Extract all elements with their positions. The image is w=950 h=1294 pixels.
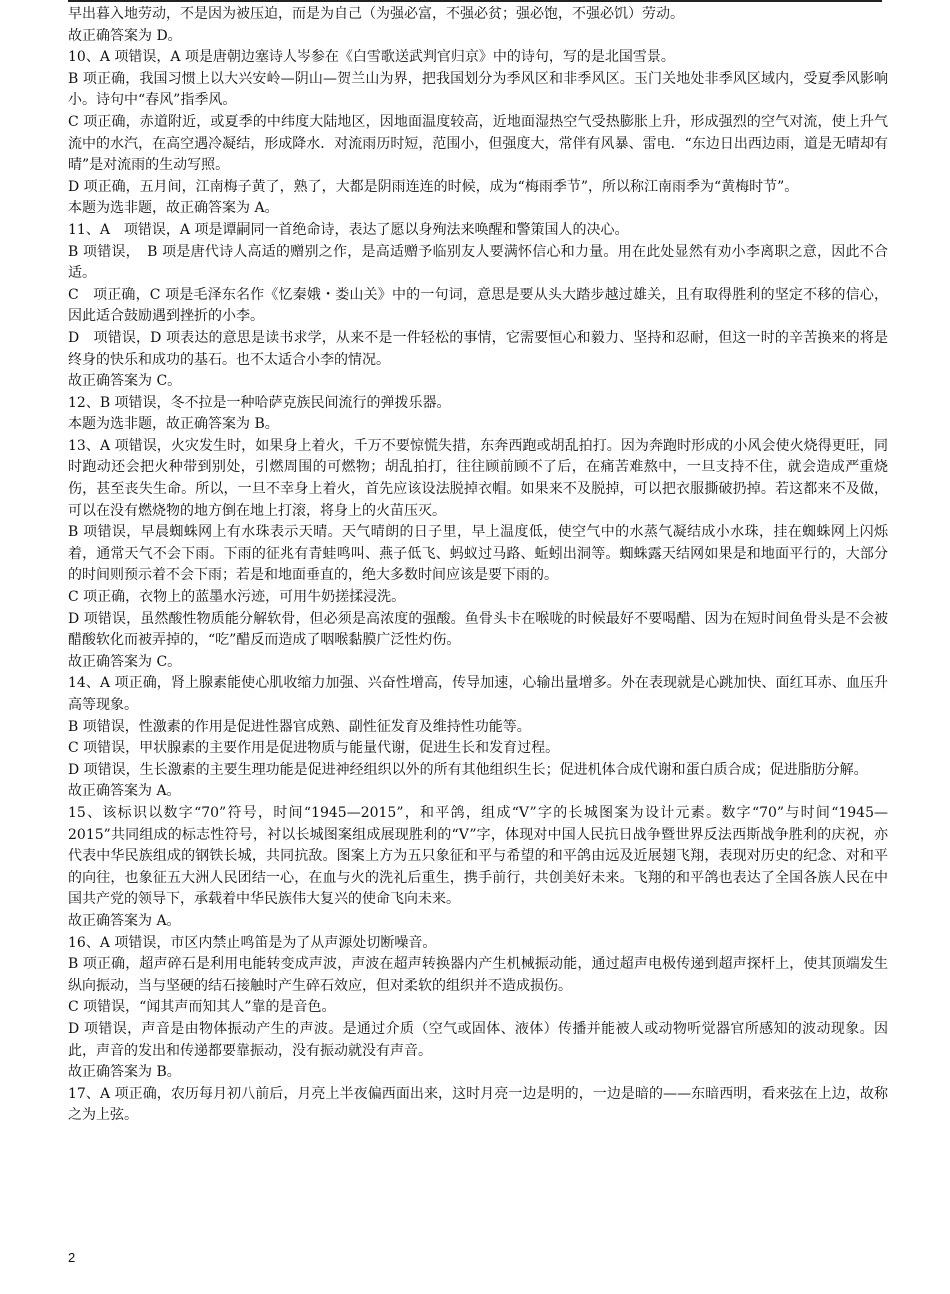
paragraph: B 项错误， B 项是唐代诗人高适的赠别之作，是高适赠予临别友人要满怀信心和力量。用在此处显然有劝小李离职之意，因此不合适。 (68, 243, 888, 282)
paragraph: B 项正确，超声碎石是利用电能转变成声波，声波在超声转换器内产生机械振动能，通过超声电极传递到超声探杆上，使其顶端发生纵向振动，当与坚硬的结石接触时产生碎石效应，但对柔软的组织并不造成损伤。 (68, 956, 888, 994)
answer-line: 故正确答案为 C。 (68, 653, 182, 670)
paragraph: 10、A 项错误，A 项是唐朝边塞诗人岑参在《白雪歌送武判官归京》中的诗句，写的是北国雪景。 (68, 49, 675, 66)
paragraph: D 项错误，声音是由物体振动产生的声波。是通过介质（空气或固体、液体）传播并能被人或动物听觉器官所感知的波动现象。因此，声音的发出和传递都要靠振动，没有振动就没有声音。 (68, 1020, 888, 1059)
paragraph: B 项正确，我国习惯上以大兴安岭—阴山—贺兰山为界，把我国划分为季风区和非季风区。玉门关地处非季风区域内，受夏季风影响小。诗句中“春风”指季风。 (68, 70, 888, 109)
paragraph: C 项正确，C 项是毛泽东名作《忆秦娥・娄山关》中的一句词，意思是要从头大踏步越过雄关，且有取得胜利的坚定不移的信心，因此适合鼓励遇到挫折的小李。 (68, 286, 888, 325)
header-rule (68, 0, 882, 2)
paragraph: C 项错误，甲状腺素的主要作用是促进物质与能量代谢，促进生长和发育过程。 (68, 740, 560, 757)
answer-explanations (68, 4, 888, 1127)
answer-line: 故正确答案为 B。 (68, 1064, 181, 1081)
page-number: 2 (68, 1250, 76, 1265)
paragraph: 14、A 项正确，肾上腺素能使心肌收缩力加强、兴奋性增高，传导加速，心输出量增多。外在表现就是心跳加快、面红耳赤、血压升高等现象。 (68, 675, 888, 713)
paragraph: C 项正确，衣物上的蓝墨水污迹，可用牛奶搓揉浸洗。 (68, 589, 406, 606)
answer-line: 故正确答案为 A。 (68, 783, 181, 800)
paragraph: 15、该标识以数字“70”符号，时间“1945—2015”，和平鸽，组成“V”字的长城图案为设计元素。数字“70”与时间“1945—2015”共同组成的标志性符号，衬以长城图案组成展现胜利的“V”字，体现对中国人民抗日战争暨世界反法西斯战争胜利的庆祝，亦代表中华民族组成的钢铁长城，共同抗敌。图案上方为五只象征和平与希望的和平鸽由远及近展翅飞翔，表现对历史的纪念、对和平的向往，也象征五大洲人民团结一心，在血与火的洗礼后重生，携手前行，共创美好未来。飞翔的和平鸽也表达了全国各族人民在中国共产党的领导下，承载着中华民族伟大复兴的使命飞向未来。 (68, 804, 888, 908)
paragraph: B 项错误，早晨蜘蛛网上有水珠表示天晴。天气晴朗的日子里，早上温度低，使空气中的水蒸气凝结成小水珠，挂在蜘蛛网上闪烁着，通常天气不会下雨。下雨的征兆有青蛙鸣叫、燕子低飞、蚂蚁过马路、蚯蚓出洞等。蜘蛛露天结网如果是和地面平行的，大部分的时间则预示着不会下雨；若是和地面垂直的，绝大多数时间应该是要下雨的。 (68, 524, 888, 584)
paragraph: 13、A 项错误，火灾发生时，如果身上着火，千万不要惊慌失措，东奔西跑或胡乱拍打。因为奔跑时形成的小风会使火烧得更旺，同时跑动还会把火种带到别处，引燃周围的可燃物；胡乱拍打，往往顾前顾不了后，在痛苦难熬中，一旦支持不住，就会造成严重烧伤，甚至丧失生命。所以，一旦不幸身上着火，首先应该设法脱掉衣帽。如果来不及脱掉，可以把衣服撕破扔掉。若这都来不及做，可以在没有燃烧物的地方倒在地上打滚，将身上的火苗压灭。 (68, 437, 888, 519)
paragraph: C 项正确，赤道附近，或夏季的中纬度大陆地区，因地面温度较高，近地面湿热空气受热膨胀上升，形成强烈的空气对流，使上升气流中的水汽，在高空遇冷凝结，形成降水．对流雨历时短，范围小，但强度大，常伴有风暴、雷电．“东边日出西边雨，道是无晴却有晴”是对流雨的生动写照。 (68, 113, 888, 174)
paragraph: 17、A 项正确，农历每月初八前后，月亮上半夜偏西面出来，这时月亮一边是明的，一边是暗的——东暗西明，看来弦在上边，故称之为上弦。 (68, 1085, 888, 1124)
paragraph: 12、B 项错误，冬不拉是一种哈萨克族民间流行的弹拨乐器。 (68, 394, 451, 411)
answer-line: 本题为选非题，故正确答案为 A。 (68, 200, 279, 217)
paragraph: D 项错误，D 项表达的意思是读书求学，从来不是一件轻松的事情，它需要恒心和毅力、坚持和忍耐，但这一时的辛苦换来的将是终身的快乐和成功的基石。也不太适合小李的情况。 (68, 329, 888, 368)
paragraph: 早出暮入地劳动，不是因为被压迫，而是为自己（为强必富，不强必贫；强必饱，不强必饥）劳动。 (68, 6, 684, 22)
paragraph: 11、A 项错误，A 项是谭嗣同一首绝命诗，表达了愿以身殉法来唤醒和警策国人的决心。 (68, 221, 629, 238)
paragraph: C 项错误，“闻其声而知其人”靠的是音色。 (68, 999, 336, 1016)
answer-line: 故正确答案为 C。 (68, 373, 182, 390)
paragraph: B 项错误，性激素的作用是促进性器官成熟、副性征发育及维持性功能等。 (68, 718, 531, 735)
paragraph: D 项错误，虽然酸性物质能分解软骨，但必须是高浓度的强酸。鱼骨头卡在喉咙的时候最好不要喝醋、因为在短时间鱼骨头是不会被醋酸软化而被弄掉的，“吃”醋反而造成了咽喉黏膜广泛性灼伤。 (68, 610, 888, 649)
paragraph: D 项正确，五月间，江南梅子黄了，熟了，大都是阴雨连连的时候，成为“梅雨季节”，所以称江南雨季为“黄梅时节”。 (68, 178, 799, 195)
answer-line: 故正确答案为 D。 (68, 27, 182, 44)
paragraph: 16、A 项错误，市区内禁止鸣笛是为了从声源处切断噪音。 (68, 934, 437, 951)
paragraph: D 项错误，生长激素的主要生理功能是促进神经组织以外的所有其他组织生长；促进机体合成代谢和蛋白质合成；促进脂肪分解。 (68, 761, 868, 778)
answer-line: 本题为选非题，故正确答案为 B。 (68, 416, 279, 433)
answer-line: 故正确答案为 A。 (68, 912, 181, 929)
